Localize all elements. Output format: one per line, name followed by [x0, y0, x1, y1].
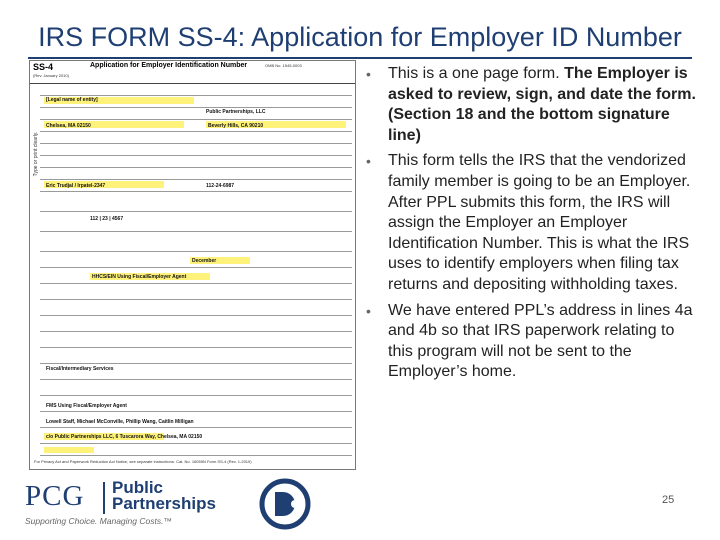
bullet-dot: •	[366, 66, 371, 82]
form-title: Application for Employer Identification Number	[90, 62, 248, 69]
logo-divider	[103, 482, 105, 514]
form-field-13: FMS Using Fiscal/Employer Agent	[46, 403, 127, 409]
form-header	[30, 61, 355, 84]
form-field-4: Chelsea, MA 02150	[46, 123, 91, 129]
ss4-form-image	[29, 60, 356, 470]
slide-title: IRS FORM SS-4: Application for Employer ID Number	[38, 22, 682, 52]
pcg-public-partnerships-logo	[25, 478, 335, 528]
form-field-4b: Beverly Hills, CA 90210	[208, 123, 264, 129]
title-rule	[28, 57, 692, 59]
form-field-11: December	[192, 258, 217, 264]
bullet-dot: •	[366, 302, 371, 319]
form-field-8: 112 | 23 | 4567	[90, 216, 124, 222]
form-footer: For Privacy Act and Paperwork Reduction Act Notice, see separate instructions. Cat. No. 16055N Form SS-4 (Rev. 1-2010)	[34, 459, 252, 464]
bullet-item: • This is a one page form. The Employer is asked to review, sign, and date the form. (Section 18 and the bottom signature line)	[366, 65, 696, 144]
page-number: 25	[662, 494, 675, 506]
pcg-wordmark: PCG	[25, 480, 85, 512]
form-field-3: Public Partnerships, LLC	[206, 109, 266, 115]
bullet-item: • We have entered PPL’s address in lines 4a and 4b so that IRS paperwork relating to this program will not be sent to the Employer’s home.	[366, 301, 693, 381]
form-field-7: Eric Trudjal / Irpatel-2347	[46, 183, 106, 189]
form-side-label: Type or print clearly.	[33, 131, 39, 177]
form-omb: OMB No. 1545-0003	[265, 63, 302, 68]
bullet-dot: •	[366, 153, 371, 170]
form-field-15: Lowell Staff, Michael McConville, Phillip Wang, Caitlin Milligan	[46, 419, 194, 425]
dc-logo-icon	[255, 478, 315, 530]
logo-tagline: Supporting Choice. Managing Costs.™	[25, 516, 172, 526]
form-id: SS-4	[33, 62, 54, 72]
public-partnerships-wordmark: Public Partnerships	[112, 478, 216, 513]
form-field-9: HHCS/EIN Using Fiscal/Employer Agent	[92, 274, 187, 280]
form-field-7b: 112-24-6987	[206, 183, 235, 189]
form-field-1: [Legal name of entity]	[46, 97, 98, 103]
bullet-item: • This form tells the IRS that the vendorized family member is going to be an Employer. After PPL submits this form, the IRS will assign the Employer an Employer Identification Number. This is what the IRS uses to identify employers when filing tax returns and depositing withholding taxes.	[366, 152, 691, 293]
form-revision: (Rev. January 2010)	[33, 73, 69, 78]
bullet-list	[363, 64, 698, 388]
form-field-16: c/o Public Partnerships LLC, 6 Tuscarora Way, Chelsea, MA 02150	[46, 434, 203, 440]
form-field-17: Fiscal/Intermediary Services	[46, 366, 114, 372]
